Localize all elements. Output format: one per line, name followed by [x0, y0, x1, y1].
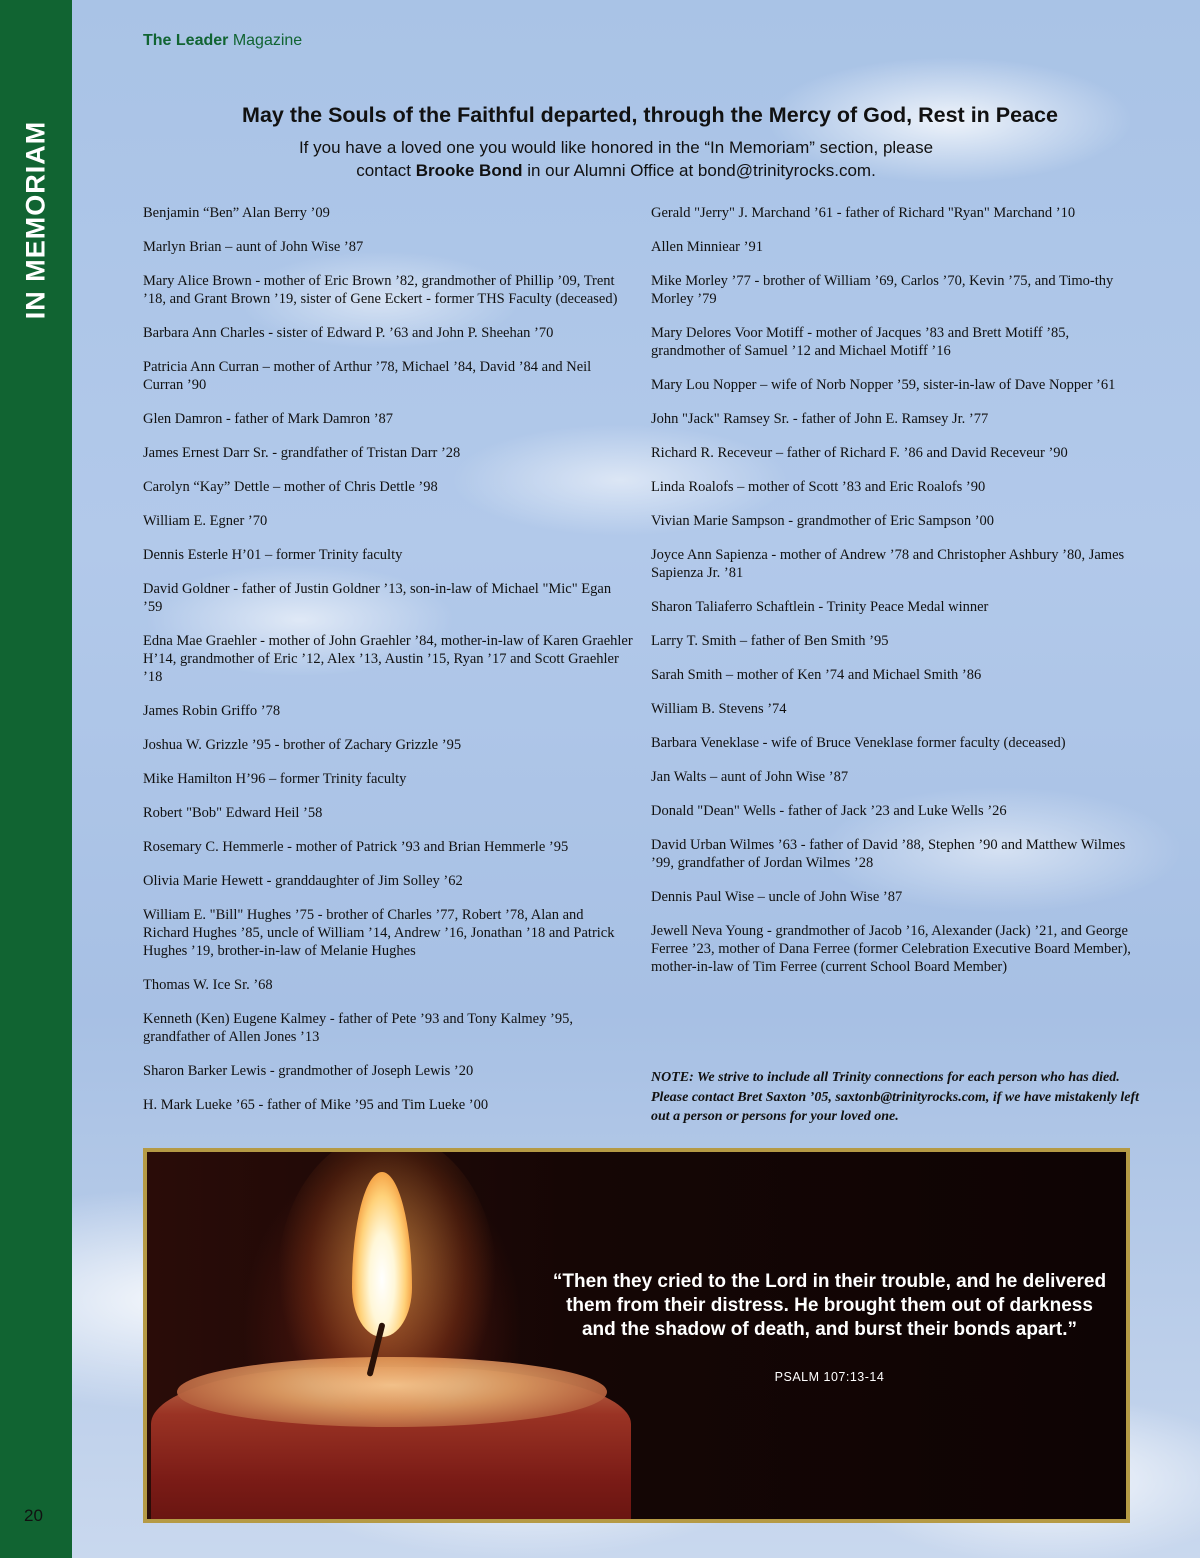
memorial-entry: Donald "Dean" Wells - father of Jack ’23 and Luke Wells ’26 — [651, 803, 1007, 819]
memorial-entry: Marlyn Brian – aunt of John Wise ’87 — [143, 239, 364, 255]
memorial-entry: Barbara Veneklase - wife of Bruce Veneklase former faculty (deceased) — [651, 735, 1066, 751]
memorial-entry: Benjamin “Ben” Alan Berry ’09 — [143, 205, 330, 221]
scripture-citation: PSALM 107:13-14 — [774, 1370, 885, 1384]
intro-text — [220, 136, 1012, 182]
magazine-masthead — [143, 32, 302, 50]
page-number: 20 — [24, 1506, 43, 1525]
memorial-entry: Dennis Esterle H’01 – former Trinity faculty — [143, 547, 403, 563]
memorial-entry: Rosemary C. Hemmerle - mother of Patrick ’93 and Brian Hemmerle ’95 — [143, 839, 569, 855]
memorial-entry: John "Jack" Ramsey Sr. - father of John E. Ramsey Jr. ’77 — [651, 411, 989, 427]
memorial-entry: Sharon Taliaferro Schaftlein - Trinity Peace Medal winner — [651, 599, 989, 615]
note-text: NOTE: We strive to include all Trinity connections for each person who has died. Please contact Bret Saxton ’05, saxtonb@trinityrocks.com, if we have mistakenly left out a person or persons for your loved one. — [651, 1070, 1140, 1124]
memorial-entry: Robert "Bob" Edward Heil ’58 — [143, 805, 323, 821]
contact-name: Brooke Bond — [415, 161, 523, 180]
memorial-entry: Carolyn “Kay” Dettle – mother of Chris Dettle ’98 — [143, 479, 438, 495]
section-sidebar — [0, 0, 72, 1558]
memorial-entry: Olivia Marie Hewett - granddaughter of Jim Solley ’62 — [143, 873, 463, 889]
memorial-entry: Mike Hamilton H’96 – former Trinity faculty — [143, 771, 407, 787]
memorial-entry: James Ernest Darr Sr. - grandfather of Tristan Darr ’28 — [143, 445, 461, 461]
masthead-brand: The Leader — [143, 32, 229, 49]
memorial-entry: Mike Morley ’77 - brother of William ’69, Carlos ’70, Kevin ’75, and Timo-thy Morley ’79 — [651, 273, 1114, 307]
memorial-entry: James Robin Griffo ’78 — [143, 703, 281, 719]
memorial-entry: David Goldner - father of Justin Goldner ’13, son-in-law of Michael "Mic" Egan ’59 — [143, 581, 612, 615]
memorial-entry: William B. Stevens ’74 — [651, 701, 787, 717]
memorial-entry: Mary Delores Voor Motiff - mother of Jacques ’83 and Brett Motiff ’85, grandmother of Samuel ’12 and Michael Motiff ’16 — [651, 325, 1070, 359]
memorial-entry: Thomas W. Ice Sr. ’68 — [143, 977, 273, 993]
memorial-entry: Jewell Neva Young - grandmother of Jacob ’16, Alexander (Jack) ’21, and George Ferree ’23, mother of Dana Ferree (former Celebration Executive Board Member), mother-in-law of Tim Ferree (current School Board Member) — [651, 923, 1131, 975]
memorial-entry: Linda Roalofs – mother of Scott ’83 and Eric Roalofs ’90 — [651, 479, 986, 495]
memorial-entry: Allen Minniear ’91 — [651, 239, 763, 255]
memorial-entry: Sarah Smith – mother of Ken ’74 and Michael Smith ’86 — [651, 667, 982, 683]
memorial-entry: Barbara Ann Charles - sister of Edward P. ’63 and John P. Sheehan ’70 — [143, 325, 554, 341]
memorial-list-left — [143, 204, 633, 1130]
memorial-entry: Mary Lou Nopper – wife of Norb Nopper ’59, sister-in-law of Dave Nopper ’61 — [651, 377, 1116, 393]
intro-contact-prefix: contact — [356, 161, 416, 180]
memorial-entry: Vivian Marie Sampson - grandmother of Eric Sampson ’00 — [651, 513, 995, 529]
memorial-entry: Richard R. Receveur – father of Richard F. ’86 and David Receveur ’90 — [651, 445, 1068, 461]
memorial-entry: Mary Alice Brown - mother of Eric Brown ’82, grandmother of Phillip ’09, Trent ’18, and Grant Brown ’19, sister of Gene Eckert - former THS Faculty (deceased) — [143, 273, 618, 307]
memorial-entry: Glen Damron - father of Mark Damron ’87 — [143, 411, 394, 427]
section-title: IN MEMORIAM — [20, 120, 51, 320]
memorial-entry: Patricia Ann Curran – mother of Arthur ’78, Michael ’84, David ’84 and Neil Curran ’90 — [143, 359, 592, 393]
intro-contact-suffix: in our Alumni Office at bond@trinityrocks.com. — [522, 161, 876, 180]
page-headline: May the Souls of the Faithful departed, through the Mercy of God, Rest in Peace — [242, 103, 1058, 127]
memorial-entry: David Urban Wilmes ’63 - father of David ’88, Stephen ’90 and Matthew Wilmes ’99, grandfather of Jordan Wilmes ’28 — [651, 837, 1126, 871]
memorial-list-right — [651, 204, 1131, 992]
memorial-entry: William E. Egner ’70 — [143, 513, 268, 529]
memorial-entry: Jan Walts – aunt of John Wise ’87 — [651, 769, 849, 785]
memorial-entry: Edna Mae Graehler - mother of John Graehler ’84, mother-in-law of Karen Graehler H’14, grandmother of Eric ’12, Alex ’13, Austin ’15, Ryan ’17 and Scott Graehler ’18 — [143, 633, 633, 685]
memorial-entry: William E. "Bill" Hughes ’75 - brother of Charles ’77, Robert ’78, Alan and Richard Hughes ’85, uncle of William ’14, Andrew ’16, Jonathan ’18 and Patrick Hughes ’19, brother-in-law of Melanie Hughes — [143, 907, 615, 959]
memorial-entry: Kenneth (Ken) Eugene Kalmey - father of Pete ’93 and Tony Kalmey ’95, grandfather of Allen Jones ’13 — [143, 1011, 573, 1045]
masthead-suffix: Magazine — [232, 32, 303, 49]
memorial-entry: Sharon Barker Lewis - grandmother of Joseph Lewis ’20 — [143, 1063, 474, 1079]
intro-line-2 — [220, 159, 1012, 182]
scripture-quote-panel — [143, 1148, 1130, 1523]
memorial-entry: Joyce Ann Sapienza - mother of Andrew ’78 and Christopher Ashbury ’80, James Sapienza Jr. ’81 — [651, 547, 1125, 581]
memorial-entry: H. Mark Lueke ’65 - father of Mike ’95 and Tim Lueke ’00 — [143, 1097, 489, 1113]
memorial-entry: Dennis Paul Wise – uncle of John Wise ’87 — [651, 889, 903, 905]
scripture-quote: “Then they cried to the Lord in their trouble, and he delivered them from their distress. He brought them out of darkness and the shadow of death, and burst their bonds apart.” — [552, 1271, 1107, 1340]
memorial-entry: Gerald "Jerry" J. Marchand ’61 - father of Richard "Ryan" Marchand ’10 — [651, 205, 1076, 221]
memorial-entry: Joshua W. Grizzle ’95 - brother of Zachary Grizzle ’95 — [143, 737, 462, 753]
memorial-entry: Larry T. Smith – father of Ben Smith ’95 — [651, 633, 889, 649]
intro-line-1: If you have a loved one you would like honored in the “In Memoriam” section, please — [298, 138, 934, 157]
